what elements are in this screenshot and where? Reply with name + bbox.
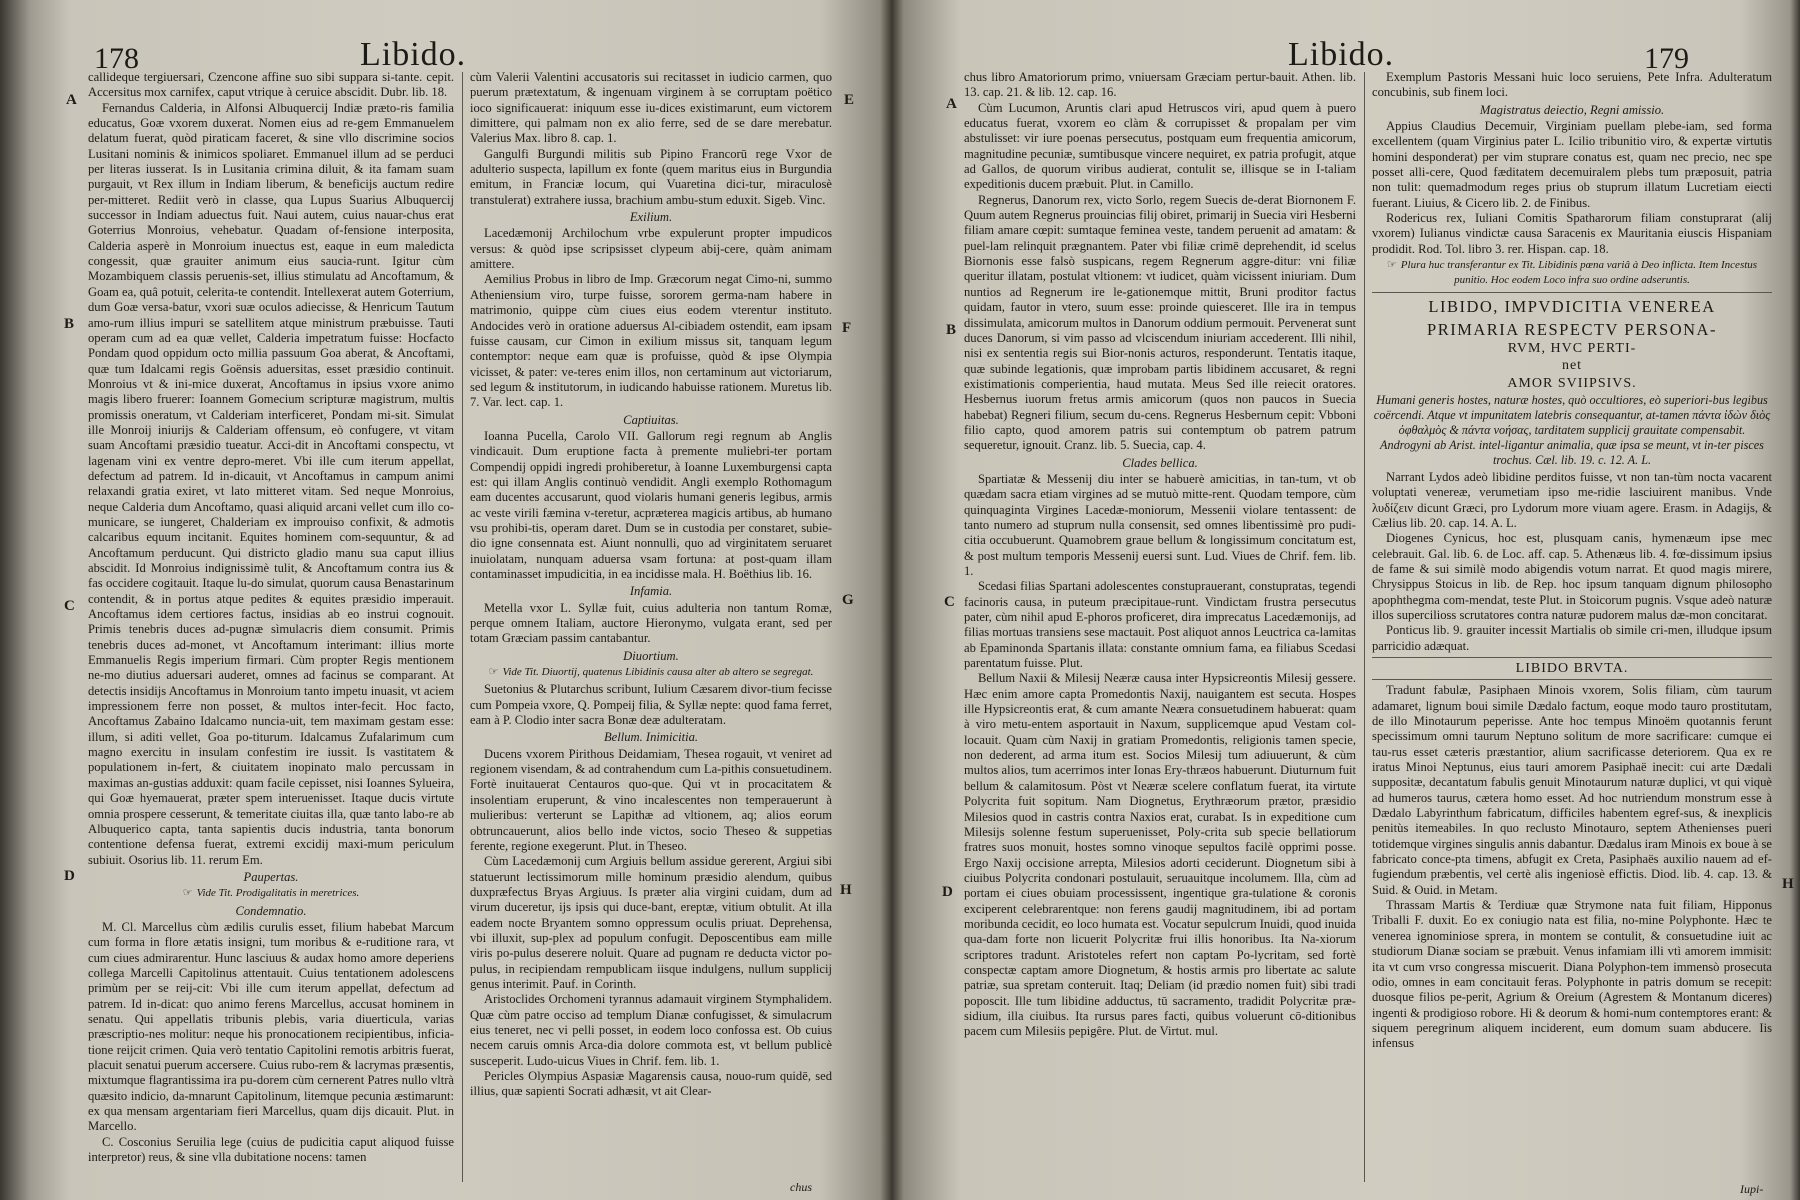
paragraph: Scedasi filias Spartani adolescentes constuprauerant, constupratas, tegendi facinoris causa, in puteum præcipitaue-runt. Vindictam frustra persecutus pater, cùm nihil apud E-phoros proficeret, dira imprecatus Lacedæmonijs, ad filias mortuas transiens sese mactauit. Post aliquot annos Leuctrica ca-lamitas ab Epaminonda Spartanis illata: constante omnium fama, ea filiabus Scedasi parentatum fuisse. Plut. [964,579,1356,671]
paragraph: Metella vxor L. Syllæ fuit, cuius adulteria non tantum Romæ, perque omnem Italiam, auctore Hieronymo, vulgata erant, sed per totam Græciam passim cantabantur. [470,600,832,646]
margin-letter-e: E [844,92,855,108]
paragraph: M. Cl. Marcellus cùm ædilis curulis esset, filium habebat Marcum cum forma in flore ætatis insigni, tum moribus & e-ruditione rara, vt cum ciues admirarentur. Hunc lasciuus & audax homo amore deperiens collega Marcelli Capitolinus attentauit. Cuius tentationem adolescens primùm per se reij-cit: Vbi ille cum iterum appellat, defectum ad patrem. Id in-dicat: quo animo ferens Marcellus, accusat hominem in senatu. Qui appellatis tribunis plebis, varia diuerticula, varias præscriptio-nes molitur: neque his pronocationem recipientibus, inficia-tione reijcit crimen. Quia verò tentatio Capitolini remotis arbitris fuerat, placuit senatui puerum accersere. Cuius rubo-rem & lacrymas præsentis, mixtumque flagrantissima ira pu-dorem cùm cernerent Patres nullo vltrà quæsito indicio, da-mnarunt Capitolinum, litemque pecunia æstimarunt: ex qua mensam argentariam fieri Marcellus, quam dijs dicauit. Plut. in Marcello. [88,919,454,1134]
margin-letter-c: C [64,598,75,614]
margin-letter-b: B [946,322,957,338]
paragraph: Suetonius & Plutarchus scribunt, Iulium Cæsarem divor-tium fecisse cum Pompeia vxore, Q. Pompeij filia, & Syllæ nepte: quod fama ferret, eam à P. Clodio inter sacra Bonæ deæ adulteratam. [470,682,832,728]
paragraph: Spartiatæ & Messenij diu inter se habuerè amicitias, in tan-tum, vt ob quædam sacra etiam virgines ad se mutuò mitte-rent. Quodam tempore, cùm quinquaginta Virgines Lacedæ-moniorum, Messenii violare tentassent: de tanto numero ad stuprum nulla consensit, sed omnes libentissimè pro pudi-citia occubuerunt. Quamobrem graue bellum & longissimum concitatum est, & post multum temporis Messenij euersi sunt. Lud. Viues de Chrif. fem. lib. 1. [964,471,1356,578]
paragraph: Ponticus lib. 9. grauiter incessit Martialis ob simile cri-men, illudque ipsum parricidio adæquat. [1372,623,1772,653]
running-head-right: Libido. [1288,36,1395,73]
margin-letter-g: G [842,592,854,608]
paragraph: Tradunt fabulæ, Pasiphaen Minois vxorem, Solis filiam, cùm taurum adamaret, lignum boui simile Dædalo factum, eoque modo tauro prostitutam, de illo Minotaurum peperisse. Ante hoc tempus Minoëm quotannis ferunt specissimum omni taurum Neptuno solitum de more sacrificare: cumque ei tau-rus esset cæteris præstantior, alium sacrificasse deteriorem. Qua ex re iratus Minoi Neptunus, eius tauri amorem Pasiphaë inecit: cui arte Dædali suppositæ, decantatum fabulis genuit Minotaurum naturæ duplici, vt qui viquè ad humeros taurus, cætera homo esset. Ad hoc nutriendum monstrum esse à Dædalo Labyrinthum fabricatum, difficiles habentem egref-sus, & inexplicis penitùs itemeabiles. In quo reclusto Minotauro, septem Athenienses pueri totidemque virgines singulis annis dabantur. Dædalus iram Minois ex boue à se fabricato conce-pta timens, abfugit ex Creta, Pasiphaës auxilio nauem ad ef-fugiendum præbentis, vel certè alis ingeniosè effictis. Diod. lib. 4. cap. 13. & Suid. & Ouid. in Metam. [1372,683,1772,897]
paragraph: cùm Valerii Valentini accusatoris sui recitasset in iudicio carmen, quo puerum prætextatum, & ingenuam virginem à se corruptam poëtico ioco significauerat: iniquum esse iu-dices existimarunt, eum victorem dimittere, qui palmam non ex alio ferre, sed de se dare merebatur. Valerius Max. libro 8. cap. 1. [470,70,832,146]
right-column-1 [964,70,1356,1195]
subheading-exilium: Exilium. [629,210,673,225]
paragraph: Aristoclides Orchomeni tyrannus adamauit virginem Stymphalidem. Quæ cùm patre occiso ad templum Dianæ confugisset, & simulacrum eius teneret, nec vi pelli posset, in eodem loco confossa est. Ob cuius necem caruis omnis Arca-dia dolore commota est, vt bellum publicè susceperit. Ludo-uicus Viues in Chrif. fem. lib. 1. [470,992,832,1068]
right-page [900,0,1800,1200]
right-column-2 [1372,70,1772,1195]
section-heading-1: LIBIDO, IMPVDICITIA VENEREA [1428,296,1716,316]
margin-letter-f: F [842,320,852,336]
left-page [0,0,890,1200]
margin-letter-a: A [66,92,77,108]
subheading-captiuitas: Captiuitas. [623,412,679,427]
divider [1372,292,1772,293]
paragraph: Fernandus Calderia, in Alfonsi Albuquercij Indiæ præto-ris familia educatus, Goæ vxorem duxerat. Nomen eius ad re-gem Emmanuelem delatum fuerat, quòd piraticam faceret, & sine vllo discrimine socios Lusitani nominis & inimicos spoliaret. Emmanuel illum ad se perduci per literas iusserat. Is in Lusitania crimina diluit, & ita famam suam purgauit, vt Rex illum in Indiam liberum, & beneficijs auctum redire per-mitteret. Rediit verò in classe, qua Lupus Suarius Albuquercij successor in Indiam aduectus fuit. Naui autem, cuius nauar-chus erat Goterrius Monroius, vehebatur. Quadam of-fensione interposita, Calderia asperè in Monroium inuectus est, eaque in eum maledicta congessit, quæ grauiter animum eius saucia-runt. Igitur cùm Mozambiquem classis peruenis-set, illius stimulatu ad Ancoftamum, & Goam ea, quâ potuit, celerita-te contendit. Intellexerat autem Goterrium, dum Goæ versa-batur, vxori suæ oculos adiecisse, & Henricum Tautum amo-rum illius impuri se satellitem atque ministrum præbuisse. Tauti operam cum ad ea quæ vellet, Calderia impetratum fuisse: Hocfacto Pondam quod oppidum octo millia passuum Goa aberat, & Ancoftami, quæ tum Idalcami regis Goënsis aduersitas, esset præsidio continuit. Monroius vt & ini-mice duxerat, Ancoftamus in ipsius vxore animo magis libero fruerer: Ioannem Gomecium scripturæ magistrum, multis promissis oneratum, vt Calderiam interficeret, Pondam mi-sit. Simulat ille Monroij iniurijs & Calderiam offensum, eò confugere, vt vitam suam Ancoftami præsidio tueatur. Acci-dit in Ancoftami conspectu, vt lagenam vini ex ventre depro-meret. Vbi ille cum iterum appellat, defectum ad patrem. Id in-dicauit, vt Ancoftamus in campum animi relaxandi gratia exiret, vt lato mitteret vitam. Sed neque Monroius, neque Calderia dum Ancoftamo, quasi aliquid arcani vellet cum illo co-municare, se iungeret, Chalderiam ex improuiso confixit, & admotis calcaribus equum incitanit. Equites hominem com-sequuntur, & ad Ancoftamum perducunt. Qui districto gladio manu sua caput illius abscidit. Id Monroius indignissimè tulit, & Ancoftamum contra ius & fas occidere cogitauit. Itaque lu-do simulat, quorum causa Benastarinum contendit, & in portus atque pedites & equites præsidio imperauit. Ancoftamus idem certiores factus, insidias ab eo instrui cognouit. Primis tenebris duces ad-pugnæ sìmulacris diem consumit. Primis tenebris duces ad-monet, vt Ancoftamum interimant: illius morte Emmanuelis Regis imperium firmari. Cùm propter Regis mentionem ne-mo diutius aduersari auderet, omnes ad facinus se comparant. At detectis insidijs Ancoftamus in Monroium tanto impetu inuasit, vt aciem impressionem ferre non posset, & multos inter-fecit. Hoc facto, Ancoftamus Zabaino Idalcamo nuncia-uit, tem maximam gestam esse: illum, si aditi vellet, Goa po-titurum. Idalcamus Zufalarimum cum magno exercitu in insulam confestim ire iussit. Is vastitatem & populationem in-fert, & ciuitatem inopinato malo percussam in maximas an-gustias adduxit: quam facile cepisset, nisi Ioannes Sylueira, qui Goæ hyemauerat, præter spem interuenisset. Itaque ducis virtute omnia prospere cesserunt, & temeritate ciuitas illa, quæ tanto labo-re ab Albuquerico capta, tanta sapientis ducis industria, tanta bonorum contentione defensa fuerat, extremi excidij maxi-mum periculum subiuit. Osorius lib. 11. rerum Em. [88,100,454,867]
paragraph: Appius Claudius Decemuir, Virginiam puellam plebe-iam, sed forma excellentem (quam Virginius pater L. Icilio tribunitio viro, & expertæ virtutis homini desponderat) per vim stuprare conatus est, quam nec precio, nec spe posset alli-cere, Quod fæditatem decemuiralem plebs tum præposuit, patria non tulit: quemadmodum reges prius ob stuprum illatum Lucretiam eiecti fuerant. Liuius, & Cicero lib. 2. de Finibus. [1372,119,1772,210]
pointing-hand-icon: ☞ [182,887,193,900]
paragraph: Thrassam Martis & Terdiuæ quæ Strymone nata fuit filiam, Hipponus Triballi F. duxit. Eo ex coniugio nata est filia, no-mine Polyphonte. Hæc te venerea ignominiose sprera, in montem se contulit, & consuetudine iuit ac studiorum Dianæ sociam se præbuit. Venus infamiam illi vtì amorem immisit: ita vt cum vrso congressa miscuerit. Diana Polyphon-tem immensò prosecuta odio, omnes in eam concitauit feras. Polyphonte in patris domum se recepit: duosque filios pe-perit, Agrium & Oreium (Agrestem & Montanum diceres) ingenti & prodigioso robore. Hi & deorum & homi-num contemptores erant: & siquem peregrinum aliquem inciderent, eum domum suam abducere. Iis infensus [1372,898,1772,1051]
paragraph: Ioanna Pucella, Carolo VII. Gallorum regi regnum ab Anglis vindicauit. Dum eruptione facta à premente muliebri-ter portam Compendij oppidi ingredi prohiberetur, à Ioanne Luxemburgensi capta est: qui illam Anglis continuò vendidit. Angli exemplo Rothomagum eam ducentes accusarunt, quod violaris humani generis legibus, armis ac veste virili fæmina v-teretur, acpræterea magicis artibus, ab humano vsu prohibi-tis, operam daret. Dum se in custodia per constaret, subie-dio igne consennata est. Aiunt nonnulli, quo ad virginitatem seruaret inuiolatam, nunquam aduersa vsam fortuna: at post-quam illam contaminasset impudicitia, in ea incidisse mala. H. Boëthius lib. 16. [470,428,832,581]
subheading-clades: Clades bellica. [1122,455,1198,470]
margin-letter-h: H [840,882,852,898]
italic-summary: Humani generis hostes, naturæ hostes, quò occultiores, eò superiori-bus legibus coërcendi. Atque vt impunitatem latebris consequantur, at-tamen πάντα ἰδὼν διὸς ὀφθαλμὸς & πάντα νοήσας, tarditatem supplicij grauitate compensabit. Androgyni ab Arist. intel-ligantur animalia, quæ ipsa se meunt, vt in-ter pisces trochus. Cæl. lib. 19. c. 12. A. L. [1373,392,1771,467]
margin-letter-d: D [64,868,75,884]
section-heading-bruta: LIBIDO BRVTA. [1515,660,1629,676]
subheading-infamia: Infamia. [629,584,673,599]
margin-letter-h: H [1782,876,1794,892]
paragraph: chus libro Amatoriorum primo, vniuersam Græciam pertur-bauit. Athen. lib. 13. cap. 21. & lib. 12. cap. 16. [964,70,1356,100]
cross-reference: ☞ Plura huc transferantur ex Tit. Libidinis pœna variâ à Deo inflicta. Item Incestus punitio. Hoc eodem Loco infra suo ordine adseruntis. [1386,259,1758,287]
column-divider [462,72,463,1182]
cross-reference: ☞ Vide Tit. Prodigalitatis in meretrices. [182,887,360,900]
paragraph: Pericles Olympius Aspasiæ Magarensis causa, nouo-rum quidē, sed illius, quæ sapienti Socrati adhæsit, vt ait Clear- [470,1069,832,1099]
subheading-condemnatio: Condemnatio. [235,903,307,918]
pointing-hand-icon: ☞ [488,666,499,679]
catchword-right: Iupi- [1740,1182,1764,1196]
margin-letter-c: C [944,594,955,610]
paragraph: Narrant Lydos adeò libidine perditos fuisse, vt non tan-tùm nocta vacarent voluptati venereæ, verumetiam ipso me-ridie lasciuirent manibus. Vnde λυδίζειν dicunt Græci, pro Lydorum more viuam agere. Erasm. in Adagijs, & Cælius lib. 20. cap. 14. A. L. [1372,469,1772,530]
subheading-paupertas: Paupertas. [243,869,299,884]
column-divider [1364,72,1365,1182]
running-head-left: Libido. [360,36,467,73]
margin-letter-d: D [942,884,953,900]
paragraph: Ducens vxorem Pirithous Deidamiam, Thesea rogauit, vt veniret ad regionem visendam, & ad contrahendum cum La-pithis consuetudinem. Fortè inuitauerat Centauros quo-que. Qui vt in procacitatem & insolentiam eruperunt, & vino incalescentes non temperauerunt à mulieribus: verterunt se Lapithæ ad vltionem, aq; alios eorum obtruncauerunt, alios bello inde victos, socio Theseo & suppetias ferente, regione exegerunt. Plut. in Theseo. [470,746,832,853]
subheading-diuortium: Diuortium. [623,648,679,663]
paragraph: Diogenes Cynicus, hoc est, plusquam canis, hymenæum ipse mec celebrauit. Gal. lib. 6. de Loc. aff. cap. 5. Athenæus lib. 4. fœ-dissimum ipsius de fame & sui similè modo abigendis votum narrat. Et quod magis mirere, Chrysippus Stoicus in lib. de Rep. hoc ipsum tanquam dignum philosopho apophthegma com-mendat, teste Plut. in Stoicorum pugnis. Vsque adeò naturæ illos supercilioss scrutatores contra naturæ pudorem malus dæ-mon concitarat. [1372,531,1772,622]
left-column-2 [470,70,832,1195]
left-column-1 [88,70,454,1195]
divider [1372,657,1772,658]
paragraph: Lacedæmonij Archilochum vrbe expulerunt propter impudicos versus: & quòd ipse scripsisset clypeum abij-cere, quàm animam amittere. [470,226,832,272]
section-heading-amor: AMOR SVIIPSIVS. [1507,375,1637,391]
divider [1372,679,1772,680]
paragraph: Exemplum Pastoris Messani huic loco seruiens, Pete Infra. Adulteratum concubinis, sub finem loci. [1372,70,1772,100]
paragraph: Cùm Lucumon, Aruntis clari apud Hetruscos viri, apud quem à puero educatus fuerat, vxorem eo clàm & corrupisset & propalam per vim abstulisset: vir iure poenas persecutus, postquam eum frequentia amicorum, magnitudine pecuniæ, sumtibusque vincere nequiret, ex patria profugit, atque ad Gallos, de quorum viribus audierat, contulit se, illisque se in I-taliam expeditionis ducem præbuit. Plut. in Camillo. [964,100,1356,192]
subheading-bellum: Bellum. Inimicitia. [603,730,699,745]
paragraph: callideque tergiuersari, Czencone affine suo sibi suppara si-tante. cepit. Accersitus mox carnifex, caput vtrique à ceruice abscidit. Dubr. lib. 18. [88,70,454,100]
catchword-left: chus [790,1180,812,1194]
section-heading-2: PRIMARIA RESPECTV PERSONA- [1427,319,1717,339]
page-number-right: 179 [1644,42,1689,75]
paragraph: Cùm Lacedæmonij cum Argiuis bellum assidue gererent, Argiui sibi statuerunt lectissimorum mille hominum præsidio alendum, quibus duxpræfectus Bryas Argiuus. Is præter alia virgini cuidam, dum ad virum duceretur, ijs ipsis qui duce-bant, ereptæ, vitium obtulit. At illa eadem nocte Bryantem somno oppressum oculis priuat. Deprehensa, vbi illuxit, sup-plex ad populum confugit. Deposcentibus eam mille viris po-pulus deserere noluit. Quare ad pugnam re deducta victor po-pulus, in recipiendam rempublicam iisque indulgens, nullum supplicij genus interimit. Pauf. in Corinth. [470,854,832,991]
paragraph: Regnerus, Danorum rex, victo Sorlo, regem Suecis de-derat Biornonem F. Quum autem Regnerus prouincias filij obiret, primarij in Suecia viri Hesberni filiam amare cœpit: sumtaque feminea veste, tandem peruenit ad amatam: & puel-lam relinquit prægnantem. Pater vbi filiæ crimē deprehendit, id scelus Biornonis esse falsò suspicans, regem Regnerum aggre-ditur: vni filiæ queritur illatam, postulat vltionem: vt iudicet, quàm vicissent iniuriam. Dum nuntios ad Regnerum ire le-gationemque mittit, Bruni proditor factus quidam, fautor in vtero, suum esse: proinde quiesceret. Ille ira in tempus dissimulata, amicorum multos in Danorum oddium permouit. Pervenerat sunt duces Danorum, si vim passo ad vlciscendum iniuriam accederent. Illi nihil, nisi ex sententia regis sui Bior-nonis acturos, responderunt. Tentatis itaque, quæ subinde legationis, quæ improbam partis libidinem accusaret, & regni existimationis comperientia, haud mutata. Meus Sed ille reiecit oratores. Hesbernus iuorum fretus armis amicorum (quos non paucos in Suecia habebat) Regneri filium, secum du-cens. Regnerus Hesbernum cepit: Vbboni filio capto, quod amorem patris sui contemptum ob patrem patrum sequeretur, ignouit. Cranz. lib. 5. Suecia, cap. 4. [964,192,1356,453]
margin-letter-b: B [64,316,75,332]
section-heading-3: RVM, HVC PERTI- [1507,340,1637,356]
cross-reference: ☞ Vide Tit. Diuortij, quatenus Libidinis causa alter ab altero se segregat. [488,666,814,679]
paragraph: Gangulfi Burgundi militis sub Pipino Francorū rege Vxor de adulterio suspecta, lapillum ex fonte (quem maritus eius in Burgundia emitum, in Franciæ locum, qui Vuaretina dici-tur, miraculosè transtulerat) extrahere iussa, brachium ambu-stum eduxit. Sigeb. Vinc. [470,146,832,207]
paragraph: Aemilius Probus in libro de Imp. Græcorum negat Cimo-ni, summo Atheniensium viro, turpe fuisse, sororem germa-nam habere in matrimonio, quippe cùm ciues eius eodem vterentur instituto. Andocides verò in oratione aduersus Al-cibiadem ostendit, eam ipsam fuisse causam, cur Cimon in exilium missus sit, tanquam legum contemptor: neque eam quæ is profuisse, quòd & ipse Olympia vicisset, & pater: ve-teres enim illos, non certaminum aut victoriarum, sed legum & institutorum, in iudicando habuisse rationem. Muretus lib. 7. Var. lect. cap. 1. [470,272,832,410]
paragraph: Rodericus rex, Iuliani Comitis Spatharorum filiam constuprarat (alij vxorem) Iulianus vindictæ causa Saracenis ex Mauritania eiuscis Hispaniam prodidit. Rod. Tol. libro 3. rer. Hispan. cap. 18. [1372,211,1772,256]
paragraph: C. Cosconius Seruilia lege (cuius de pudicitia caput aliquod fuisse interpretor) reus, & sine vlla dubitatione nocens: tamen [88,1134,454,1165]
paragraph: Bellum Naxii & Milesij Neæræ causa inter Hypsicreontis Milesij gessere. Hæc enim amore capta Promedontis Naxij, nauigantem est secuta. Hospes ille Hypsicreontis erat, & cum amante Neæra consuetudinem habuerat: quam à viro metu-entem asportauit in Naxum, supplicemque apud Vestam col-locauit. Quam cùm Naxij in gratiam Promedontis, religionis tamen specie, non dederent, ad arma itum est. Socios Milesij tum adiuuerunt, & cùm multos alios, tum acerrimos inter Ionas Ery-thræos habuerunt. Diuturnum fuit bellum & calamitosum. Pòst vt Neæræ scelere conflatum fuerat, ita virtute Polycrita fuit sopitum. Nam Diognetus, Erythræorum prætor, præsidio Milesios quod in castris contra Naxios erat, curabat. Is in expeditione cum Milesijs solenne festum superuenisset, Poly-crita sub specie bellatiorum fratres suos monuit, hostes somno vinoque sepultos facilè opprimi posse. Ergo Naxij occisione arrepta, Milesios adorti ceciderunt. Diognetum sibi à ciuibus Polycrita condonari postulauit, seruauitque incolumem. Illa, cùm ad portam ei ciues obuiam processissent, ingentique gra-tulatione & coronis exciperent celebrarentque: non ferens gaudij magnitudinem, ibi ad portam moribunda cecidit, eo loco humata est. Vocatur sepulcrum Inuidi, quod inuida qua-dam forte non licuerit Polycritæ frui illis honoribus. Ita Na-xiorum scriptores tradunt. Aristoteles refert non captam Po-lycritam, sed fortè conspectæ captam amore Diognetum, & hostis armis pro libertate ac salute patriæ, sua spretam conteruit. Itaq; Deliam (id prædio nomen fuit) sibi tradi poposcit. Ille tum libidine adductus, tū sacramento, tradidit Polycritæ præ-sidium, illa ciuibus. Ita rursus pares facti, quibus voluerunt cō-ditionibus pacem cum Milesiis pepigêre. Plut. de Virtut. mul. [964,671,1356,1039]
page-number-left: 178 [94,42,139,75]
section-heading-4: net [1561,358,1583,374]
pointing-hand-icon: ☞ [1386,259,1397,272]
margin-letter-a: A [946,96,957,112]
subheading-magistratus: Magistratus deiectio, Regni amissio. [1479,102,1665,117]
